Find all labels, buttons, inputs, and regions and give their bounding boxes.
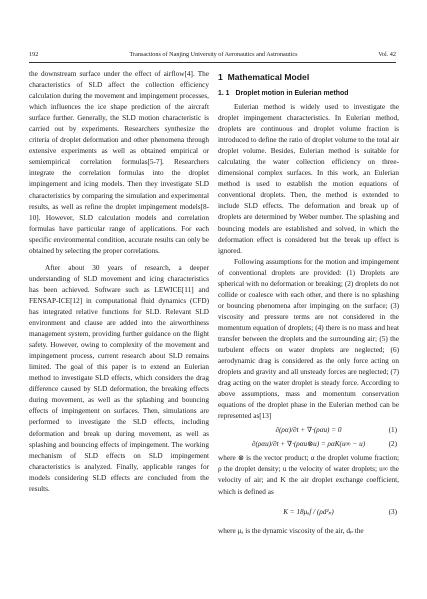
subsection-heading [218, 88, 399, 99]
journal-title: Transactions of Nanjing University of Aeronautics and Astronautics [129, 51, 298, 58]
left-column [29, 69, 209, 495]
equation-2-number: (2) [388, 440, 397, 449]
method-paragraph: Eulerian method is widely used to investigate the droplet impingement characteristics. In Eulerian method, droplets are continuous and droplet volume fraction is introduced to define the ratio of droplet volume to the total air droplet volume. Besides, Eulerian method is suitable for calculating the water collection efficiency on three-dimensional complex surfaces. In this work, an Eulerian method is used to establish the motion equations of conventional droplets. Then, the method is extended to include SLD effects. The deformation and break up of droplets are determined by Weber number. The splashing and bouncing models are established and solved, in which the deformation effect is considered but the break up effect is ignored. [218, 103, 399, 255]
equation-1-number: (1) [388, 426, 397, 435]
equation-3-body: K = 18μₐf / (ρd²ₚ) [283, 507, 334, 516]
subsection-title: Droplet motion in Eulerian method [235, 90, 349, 97]
equation-3 [218, 501, 399, 523]
volume-label: Vol. 42 [378, 51, 396, 58]
intro-paragraph-2: After about 30 years of research, a deeper understanding of SLD movement and icing characteristics has been achieved. Software such as LEWICE[11] and FENSAP-ICE[12] in computational fluid dynamics (CFD) has integrated relative functions for SLD. Relevant SLD environment and clause are added into the airworthiness management system, providing further guidance on the flight safety. However, owing to complexity of the movement and impingement process, current research about SLD remains limited. The goal of this paper is to extend an Eulerian method to investigate SLD effects, which considers the drag difference caused by SLD deformation, the breaking effects during movement, as well as the splashing and bouncing effects of impingement on surfaces. Then, simulations are performed to investigate the SLD effects, including deformation and break up during movement, as well as splashing and bouncing effects of impingement. The working mechanism of SLD effects on SLD impingement characteristics is analyzed. Finally, applicable ranges for models considering SLD effects are concluded from the results. [29, 263, 209, 493]
right-column [218, 69, 399, 537]
section-heading [218, 71, 399, 83]
page-number: 192 [29, 51, 39, 58]
equation-2-body: ∂(ραu)/∂t + ∇·(ραu⊗u) = ραK(u∞ − u) [251, 440, 366, 449]
section-title: Mathematical Model [227, 72, 310, 82]
equation-1-body: ∂(ρα)/∂t + ∇·(ραu) = 0 [275, 426, 342, 435]
intro-paragraph-1: the downstream surface under the effect of airflow[4]. The characteristics of SLD affect the collection efficiency calculation during the movement and impingement processes, which influences the ice shape prediction of the aircraft surface further. Generally, the SLD motion characteristic is carried out by experiments. Researchers synthesize the criteria of droplet deformation and other phenomena through extensive experiments as well as obtained empirical or semiempirical correlation formulas[5-7]. Researchers integrate the correlation formulas into the droplet impingement and icing models. Then they investigate SLD characteristics by comparing the simulation and experimental results, as well as refine the droplet impingement models[8-10]. However, SLD calculation models and correlation formulas have particular range of applications. For each specific environmental condition, accurate results can only be obtained by selecting the proper correlations. [29, 70, 209, 255]
equation-1 [218, 425, 399, 436]
variable-definitions: where ⊗ is the vector product; α the droplet volume fraction; ρ the droplet density; u the velocity of water droplets; u∞ the velocity of air; and K the air droplet exchange coefficient, which is defined as [218, 454, 399, 496]
subsection-number: 1. 1 [218, 90, 230, 97]
assumptions-paragraph: Following assumptions for the motion and impingement of conventional droplets are provided: (1) Droplets are spherical with no deformation or breaking; (2) droplets do not collide or coalesce with each other, and there is no splashing or bouncing phenomena after impinging on the surface; (3) viscosity and pressure terms are not considered in the momentum equation of droplets; (4) there is no mass and heat transfer between the droplets and the surrounding air; (5) the turbulent effects on water droplets are neglected; (6) aerodynamic drag is considered as the only force acting on droplets and gravity and all unsteady forces are neglected; (7) drag acting on the water droplet is steady force. According to above assumptions, mass and momentum conservation equations of the droplet phase in the Eulerian method can be represented as[13] [218, 257, 399, 421]
equation-3-number: (3) [388, 507, 397, 516]
header-divider [29, 62, 396, 63]
equation-2 [218, 439, 399, 450]
section-number: 1 [218, 72, 223, 82]
viscosity-definition: where μₐ is the dynamic viscosity of the air, dₚ the [218, 526, 364, 535]
